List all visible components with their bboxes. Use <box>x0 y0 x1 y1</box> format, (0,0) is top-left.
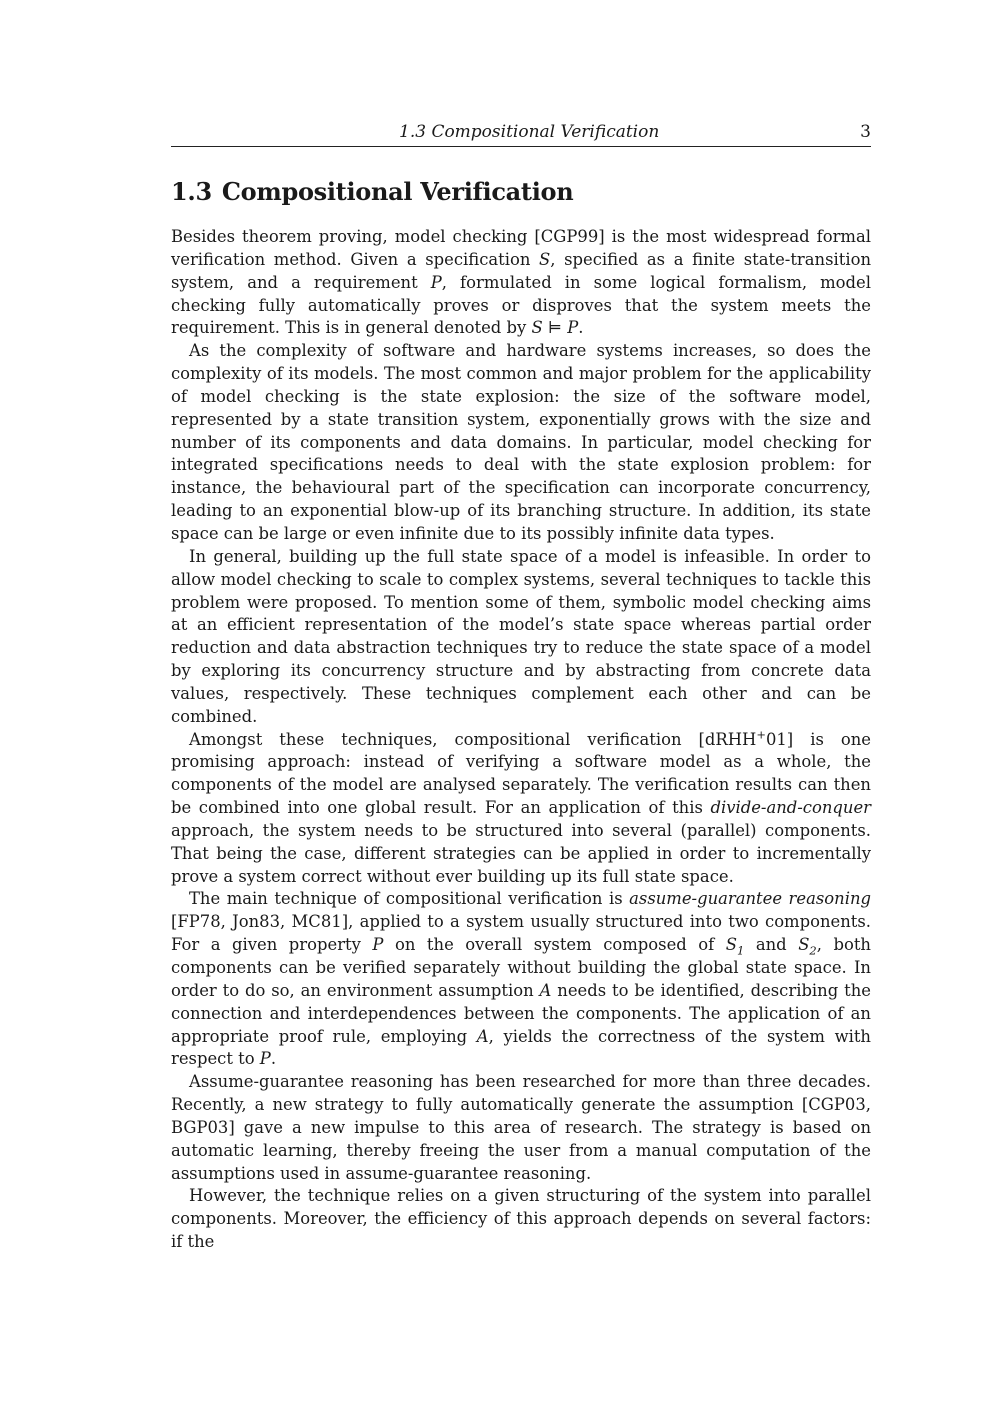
math-symbol: A <box>476 1026 489 1046</box>
paragraph-1-text: , formulated in some logical formalism, model checking fully automatically proves or disproves that the system meets the requirement. This is in general denoted by <box>171 272 871 338</box>
citation-superscript: + <box>756 727 766 742</box>
math-symbol <box>798 935 817 958</box>
paragraph-5-text: needs to be identified, describing the connection and interdependences between the components. The application of an appropriate proof rule, employing <box>171 980 871 1046</box>
paragraph-1 <box>171 226 871 340</box>
paragraph-1-text: . <box>578 318 584 338</box>
running-title: 1.3 Compositional Verification <box>399 122 660 142</box>
paragraph-1-text: , specified as a finite state-transition system, and a requirement <box>171 249 871 292</box>
section-title: Compositional Verification <box>221 177 574 206</box>
math-formula: S ⊨ P <box>531 318 579 338</box>
paragraph-1-text: Besides theorem proving, model checking [CGP99] is the most widespread formal verification method. Given a specification <box>171 227 871 269</box>
page-number: 3 <box>860 122 871 142</box>
emphasis: assume-guarantee reasoning <box>629 889 871 909</box>
math-symbol: P <box>430 272 442 292</box>
math-symbol <box>725 935 745 958</box>
paragraph-5-text: and <box>744 935 799 955</box>
section-number: 1.3 <box>171 177 212 206</box>
paragraph-5-text: on the overall system composed of <box>383 935 726 955</box>
paragraph-4-text: approach, the system needs to be structured into several (parallel) components. That being the case, different strategies can be applied in order to incrementally prove a system correct without ever building up its full state space. <box>171 820 871 886</box>
math-base: S <box>725 935 737 955</box>
paragraph-4-text: 01] is one promising approach: instead of verifying a software model as a whole, the components of the model are analysed separately. The verification results can then be combined into one global result. For an application of this <box>171 729 871 818</box>
paragraph-5-text: The main technique of compositional verification is <box>189 889 630 909</box>
paragraph-4 <box>171 729 871 889</box>
math-symbol: A <box>539 980 552 1000</box>
math-base: S <box>798 935 810 955</box>
paragraph-5-text: , yields the correctness of the system with respect to <box>171 1026 871 1069</box>
math-subscript: 1 <box>737 943 745 958</box>
paragraph-5-text: . <box>270 1049 277 1069</box>
math-subscript: 2 <box>809 943 817 958</box>
paragraph-5 <box>171 888 871 1071</box>
paragraph-4-text: Amongst these techniques, compositional verification [dRHH <box>189 729 757 749</box>
paragraph-3: In general, building up the full state space of a model is infeasible. In order to allow model checking to scale to complex systems, several techniques to tackle this problem were proposed. To mention some of them, symbolic model checking aims at an efficient representation of the model’s state space whereas partial order reduction and data abstraction techniques try to reduce the state space of a model by exploring its concurrency structure and by abstracting from concrete data values, respectively. These techniques complement each other and can be combined. <box>171 546 871 726</box>
paragraph-6: Assume-guarantee reasoning has been researched for more than three decades. Recently, a new strategy to fully automatically generate the assumption [CGP03, BGP03] gave a new impulse to this area of research. The strategy is based on automatic learning, thereby freeing the user from a manual computation of the assumptions used in assume-guarantee reasoning. <box>171 1072 871 1183</box>
paragraph-7: However, the technique relies on a given structuring of the system into parallel components. Moreover, the efficiency of this approach depends on several factors: if the <box>171 1186 871 1252</box>
body-text <box>171 226 871 1254</box>
math-symbol: S <box>539 249 551 269</box>
emphasis: divide-and-conquer <box>710 798 871 818</box>
section-heading <box>171 176 573 208</box>
paragraph-5-text: [FP78, Jon83, MC81], applied to a system usually structured into two components. For a given property <box>171 912 871 955</box>
paragraph-5-text: , both components can be verified separately without building the global state space. In order to do so, an environment assumption <box>171 935 871 1000</box>
math-symbol: P <box>372 935 384 955</box>
running-header <box>171 120 871 147</box>
math-symbol: P <box>259 1049 271 1069</box>
paragraph-2: As the complexity of software and hardware systems increases, so does the complexity of its models. The most common and major problem for the applicability of model checking is the state explosion: the size of the software model, represented by a state transition system, exponentially grows with the size and number of its components and data domains. In particular, model checking for integrated specifications needs to deal with the state explosion problem: for instance, the behavioural part of the specification can incorporate concurrency, leading to an exponential blow-up of its branching structure. In addition, its state space can be large or even infinite due to its possibly infinite data types. <box>171 341 871 543</box>
